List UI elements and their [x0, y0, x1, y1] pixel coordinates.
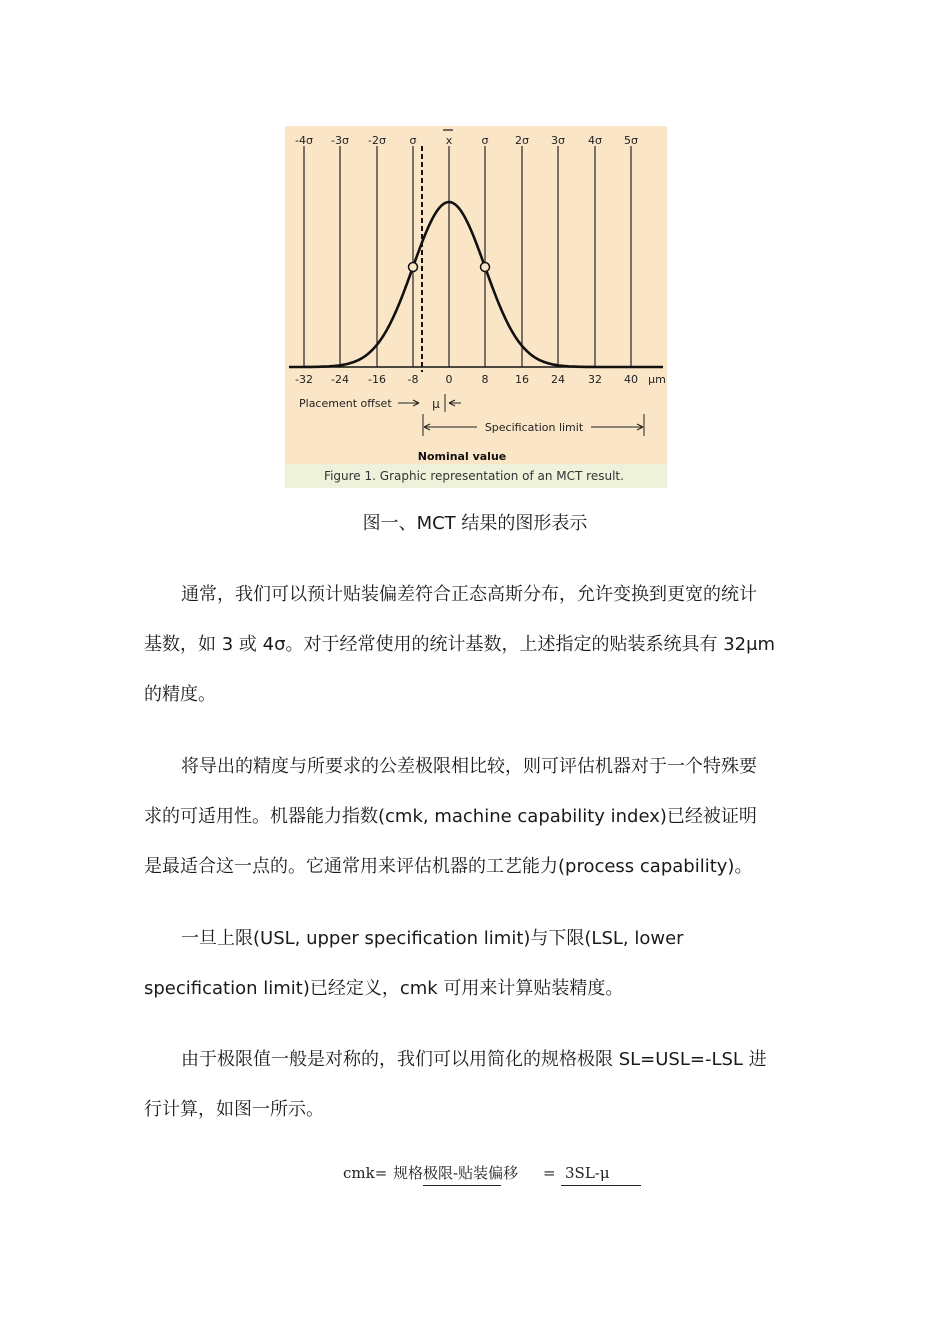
paragraph-line: specification limit)已经定义，cmk 可用来计算贴装精度。 — [144, 978, 624, 999]
paragraph-line: 由于极限值一般是对称的，我们可以用简化的规格极限 SL=USL=-LSL 进 — [181, 1049, 767, 1070]
unit-label: μm — [648, 373, 666, 386]
sigma-label: x — [445, 134, 453, 147]
figure-caption-text: Figure 1. Graphic representation of an MCT result. — [324, 469, 624, 483]
figure-caption: 图一、MCT 结果的图形表示 — [362, 513, 588, 534]
formula-rhs-bar — [561, 1185, 641, 1186]
formula-equals: = — [543, 1164, 556, 1182]
paragraph-line: 求的可适用性。机器能力指数(cmk, machine capability index)已经被证明 — [144, 806, 757, 827]
paragraph-line: 基数，如 3 或 4σ。对于经常使用的统计基数，上述指定的贴装系统具有 32μm — [144, 634, 776, 655]
sigma-label: σ — [409, 134, 417, 147]
axis-tick-label: -16 — [368, 373, 386, 386]
axis-tick-label: 32 — [588, 373, 602, 386]
axis-tick-label: 24 — [551, 373, 565, 386]
paragraph-line: 一旦上限(USL, upper specification limit)与下限(LSL, lower — [181, 928, 684, 949]
paragraph-line: 通常，我们可以预计贴装偏差符合正态高斯分布，允许变换到更宽的统计 — [181, 584, 757, 605]
spec-limit-label: Specification limit — [484, 421, 584, 434]
sigma-label: 4σ — [588, 134, 602, 147]
sigma-label: 2σ — [515, 134, 529, 147]
axis-tick-label: -32 — [295, 373, 313, 386]
axis-tick-label: 40 — [624, 373, 638, 386]
mct-figure-svg — [281, 124, 670, 490]
formula-rhs-numerator: 3SL-μ — [565, 1164, 610, 1182]
sigma-label: 3σ — [551, 134, 565, 147]
mct-figure — [281, 124, 670, 490]
paragraph-line: 的精度。 — [144, 684, 216, 705]
axis-tick-label: -24 — [331, 373, 349, 386]
inflection-point-right — [481, 263, 490, 272]
inflection-point-left — [409, 263, 418, 272]
sigma-label: -3σ — [331, 134, 349, 147]
paragraph-line: 是最适合这一点的。它通常用来评估机器的工艺能力(process capability)。 — [144, 856, 753, 877]
axis-tick-label: 16 — [515, 373, 529, 386]
formula-lhs: cmk= — [343, 1164, 388, 1182]
formula-fraction-bar — [423, 1185, 501, 1186]
nominal-value-label: Nominal value — [417, 450, 507, 463]
sigma-label: 5σ — [624, 134, 638, 147]
placement-offset-label: Placement offset — [299, 397, 392, 410]
sigma-label: -4σ — [295, 134, 313, 147]
paragraph-line: 将导出的精度与所要求的公差极限相比较，则可评估机器对于一个特殊要 — [181, 756, 757, 777]
figure-panel — [285, 126, 667, 469]
sigma-label: σ — [481, 134, 489, 147]
axis-tick-label: 0 — [445, 373, 453, 386]
sigma-label: -2σ — [368, 134, 386, 147]
mu-label: μ — [432, 397, 440, 411]
axis-tick-label: -8 — [407, 373, 419, 386]
formula-numerator: 规格极限-贴装偏移 — [393, 1164, 519, 1182]
axis-tick-label: 8 — [481, 373, 489, 386]
paragraph-line: 行计算，如图一所示。 — [144, 1099, 324, 1120]
